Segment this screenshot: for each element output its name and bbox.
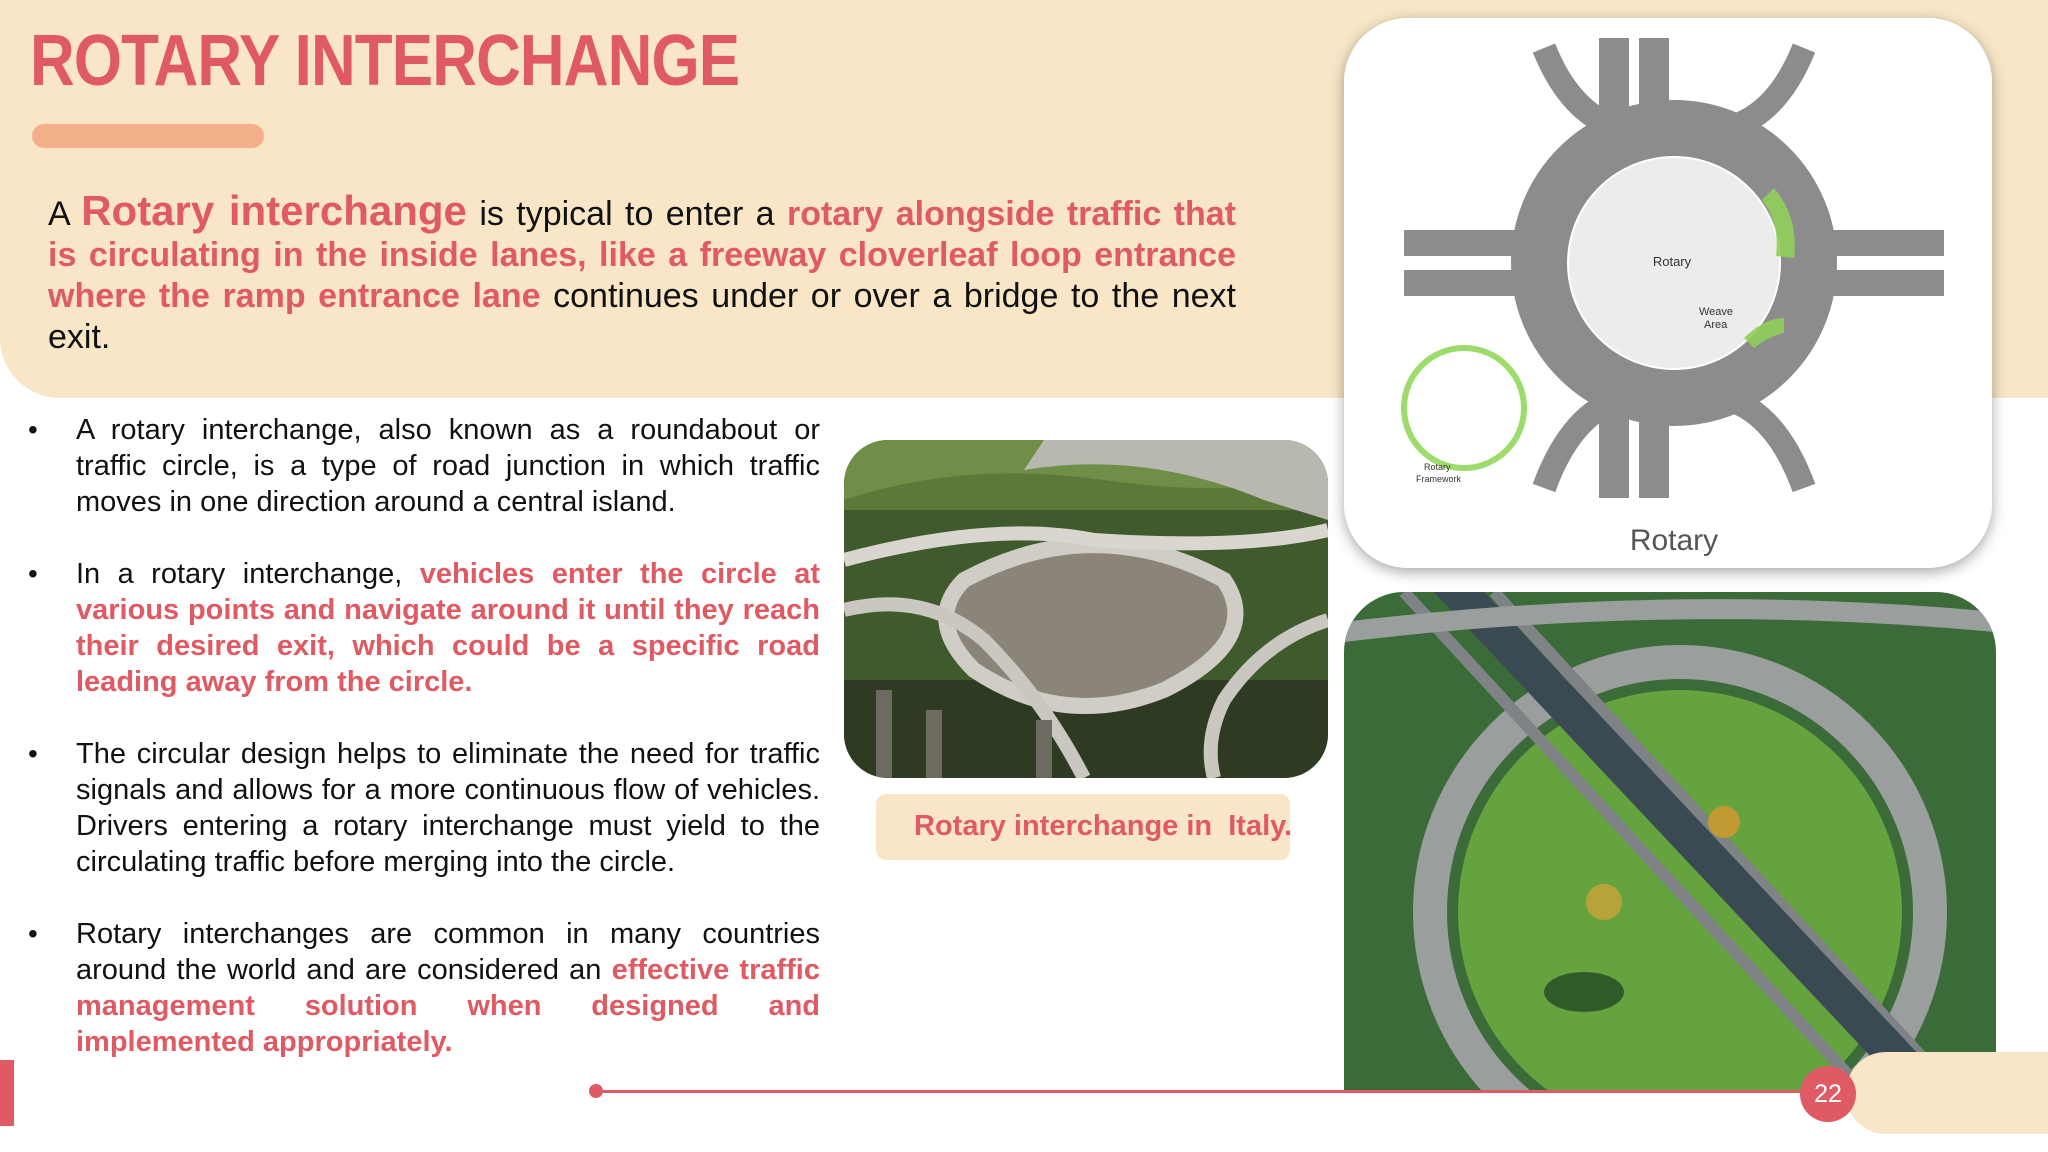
diagram-framework-label-2: Framework	[1416, 474, 1462, 484]
diagram-framework-label: Rotary	[1424, 462, 1451, 472]
side-accent-mark	[0, 1060, 14, 1126]
italy-interchange-photo	[844, 440, 1328, 778]
photo-caption-text: Rotary interchange in Italy.	[914, 810, 1293, 842]
intro-highlight: rotary alongside traffic that is circulating in the inside lanes, like a freeway cloverleaf loop entrance where the ramp entrance lane	[48, 195, 1236, 315]
diagram-weave-label: Weave	[1699, 306, 1734, 318]
rotary-diagram	[1344, 18, 1992, 568]
page-number: 22	[1800, 1066, 1856, 1122]
intro-mid: is typical to enter a	[466, 195, 787, 233]
bullet-text: The circular design helps to eliminate the need for traffic signals and allows for a more continuous flow of vehicles. Drivers entering a rotary interchange must yield to the circulating traffic before merging into the circle.	[76, 738, 820, 878]
bullet-item	[28, 556, 820, 700]
footer-line	[596, 1090, 1826, 1093]
bullet-text: A rotary interchange, also known as a roundabout or traffic circle, is a type of road junction in which traffic moves in one direction around a central island.	[76, 414, 820, 518]
bullet-item	[28, 412, 820, 520]
bullet-item	[28, 916, 820, 1060]
bullet-text: Rotary interchanges are common in many countries around the world and are considered an	[76, 918, 820, 986]
intro-term: Rotary interchange	[81, 187, 467, 234]
bullet-item	[28, 736, 820, 880]
intro-paragraph	[48, 187, 1237, 358]
bullet-highlight: vehicles enter the circle at various points and navigate around it until they reach their desired exit, which could be a specific road leading away from the circle.	[76, 558, 820, 698]
diagram-center-label: Rotary	[1652, 254, 1692, 269]
footer-pill	[1846, 1052, 2048, 1134]
bullet-text: In a rotary interchange,	[76, 558, 420, 590]
roundabout-aerial-photo	[1344, 592, 1996, 1092]
bullet-list	[28, 412, 820, 1096]
bullet-highlight: effective traffic management solution when designed and implemented appropriately.	[76, 954, 820, 1058]
intro-suffix: continues under or over a bridge to the next exit.	[48, 277, 1237, 356]
slide-title: ROTARY INTERCHANGE	[30, 21, 740, 101]
title-underline	[32, 124, 264, 148]
diagram-title: Rotary	[1629, 524, 1719, 557]
intro-prefix: A	[48, 195, 82, 233]
diagram-weave-label-2: Area	[1704, 319, 1728, 331]
photo-caption	[876, 794, 1293, 860]
footer-dot	[589, 1084, 603, 1098]
